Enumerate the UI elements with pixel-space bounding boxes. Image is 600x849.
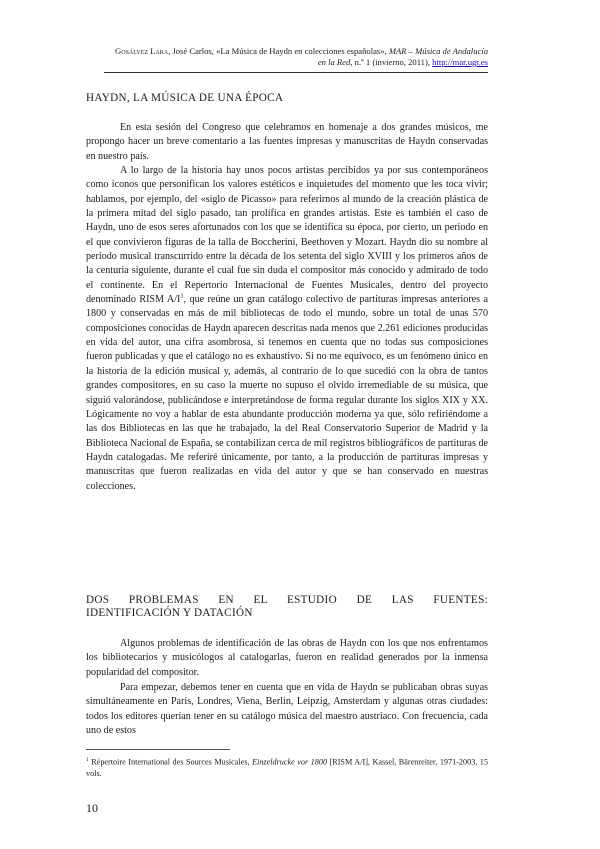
footnote-1 (86, 755, 488, 779)
running-head-author-names: , José Carlos, (168, 46, 217, 56)
running-head-author-surname: Gosálvez Lara (115, 46, 169, 56)
section-title-problems-line1: DOS PROBLEMAS EN EL ESTUDIO DE LAS FUENTES: (86, 594, 488, 606)
paragraph-publication: Para empezar, debemos tener en cuenta que en vida de Haydn se publicaban obras suyas simultáneamente en París, Londres, Viena, Berlín, Leipzig, Amsterdam y algunas otras ciudades: todos los editores querían tener en su catálogo música del maestro austriaco. Con frecuencia, cada uno de estos (86, 682, 488, 737)
footnote-marker: 1 (86, 757, 89, 763)
footnote-text-before: Répertoire International des Sources Musicales, (88, 757, 253, 767)
running-head-issue: , n.º 1 (invierno, 2011), (350, 57, 433, 67)
running-head-article-title: «La Música de Haydn en colecciones españolas» (216, 46, 385, 56)
section-title-problems-line2: IDENTIFICACIÓN Y DATACIÓN (86, 607, 253, 619)
running-head (110, 46, 488, 68)
journal-url-link[interactable]: http://mar.ugr.es (432, 57, 488, 67)
paragraph-history-part1: A lo largo de la historia hay unos pocos artistas percibidos ya por sus contemporáneos como iconos que personifican los valores estéticos e inquietudes del momento que les toca vivir; hablamos, por ejemplo, del «siglo de Picasso» para referirnos al mundo de la creación plástica de la primera mitad del siglo pasado, tan prolífica en grandes artistas. Este es también el caso de Haydn, uno de esos seres afortunados con los que se identifica su época, por cierto, un periodo en el que convivieron figuras de la talla de Boccherini, Beethoven y Mozart. Haydn dio su nombre al periodo musical transcurrido entre la década de los setenta del siglo XVIII y los primeros años de la centuria siguiente, durante el cual fue sin duda el compositor más conocido y admirado de todo el continente. En el Repertorio Internacional de Fuentes Musicales, dentro del proyecto denominado RISM A/I (86, 165, 488, 306)
paragraph-intro: En esta sesión del Congreso que celebramos en homenaje a dos grandes músicos, me propongo hacer un breve comentario a las fuentes impresas y manuscritas de Haydn conservadas en nuestro país. (86, 122, 488, 162)
footnote-ref-1[interactable]: 1 (180, 292, 184, 300)
footnote-rule (86, 749, 230, 750)
footnote-title: Einzeldrucke vor 1800 (252, 757, 328, 767)
section-title-haydn: HAYDN, LA MÚSICA DE UNA ÉPOCA (86, 92, 284, 104)
running-head-journal: MAR – Música de Andalucía en la Red (317, 46, 488, 67)
paragraph-history-part2: , que reúne un gran catálogo colectivo de partituras impresas anteriores a 1800 y conservadas en más de mil bibliotecas de todo el mundo, sobre un total de unas 570 composiciones conocidas de Haydn aparecen descritas nada menos que 2.261 ediciones producidas en vida del autor, una cifra asombrosa, si tenemos en cuenta que no todas sus composiciones fueron publicadas y que el catálogo no es exhaustivo. Si no me equivoco, es un fenómeno único en la historia de la edición musical y, además, al contrario de lo que sucedió con la obra de tantos grandes compositores, en su caso la muerte no supuso el olvido irremediable de su música, que siguió valorándose, publicándose e interpretándose de forma regular durante los siglos XIX y XX. Lógicamente no voy a hablar de esta abundante producción moderna ya que, sólo refiriéndome a las dos Bibliotecas en las que he trabajado, la del Real Conservatorio Superior de Madrid y la Biblioteca Nacional de España, se contabilizan cerca de mil registros bibliográficos de partituras de Haydn catalogadas. Me referiré únicamente, por tanto, a la producción de partituras impresas y manuscritas que fueron realizadas en vida del autor y que se han conservado en nuestras colecciones. (86, 294, 489, 492)
header-rule (104, 72, 488, 73)
footnote-text-after: [RISM A/I], Kassel, Bärenreiter, 1971-2003, 15 vols. (86, 757, 488, 778)
paragraph-history (86, 164, 488, 494)
page-number: 10 (86, 801, 98, 815)
paragraph-identification: Algunos problemas de identificación de las obras de Haydn con los que nos enfrentamos los bibliotecarios y musicólogos al catalogarlas, fueron en realidad generados por la inmensa popularidad del compositor. (86, 638, 488, 678)
section-title-problems (86, 594, 488, 620)
running-head-separator: , (384, 46, 389, 56)
